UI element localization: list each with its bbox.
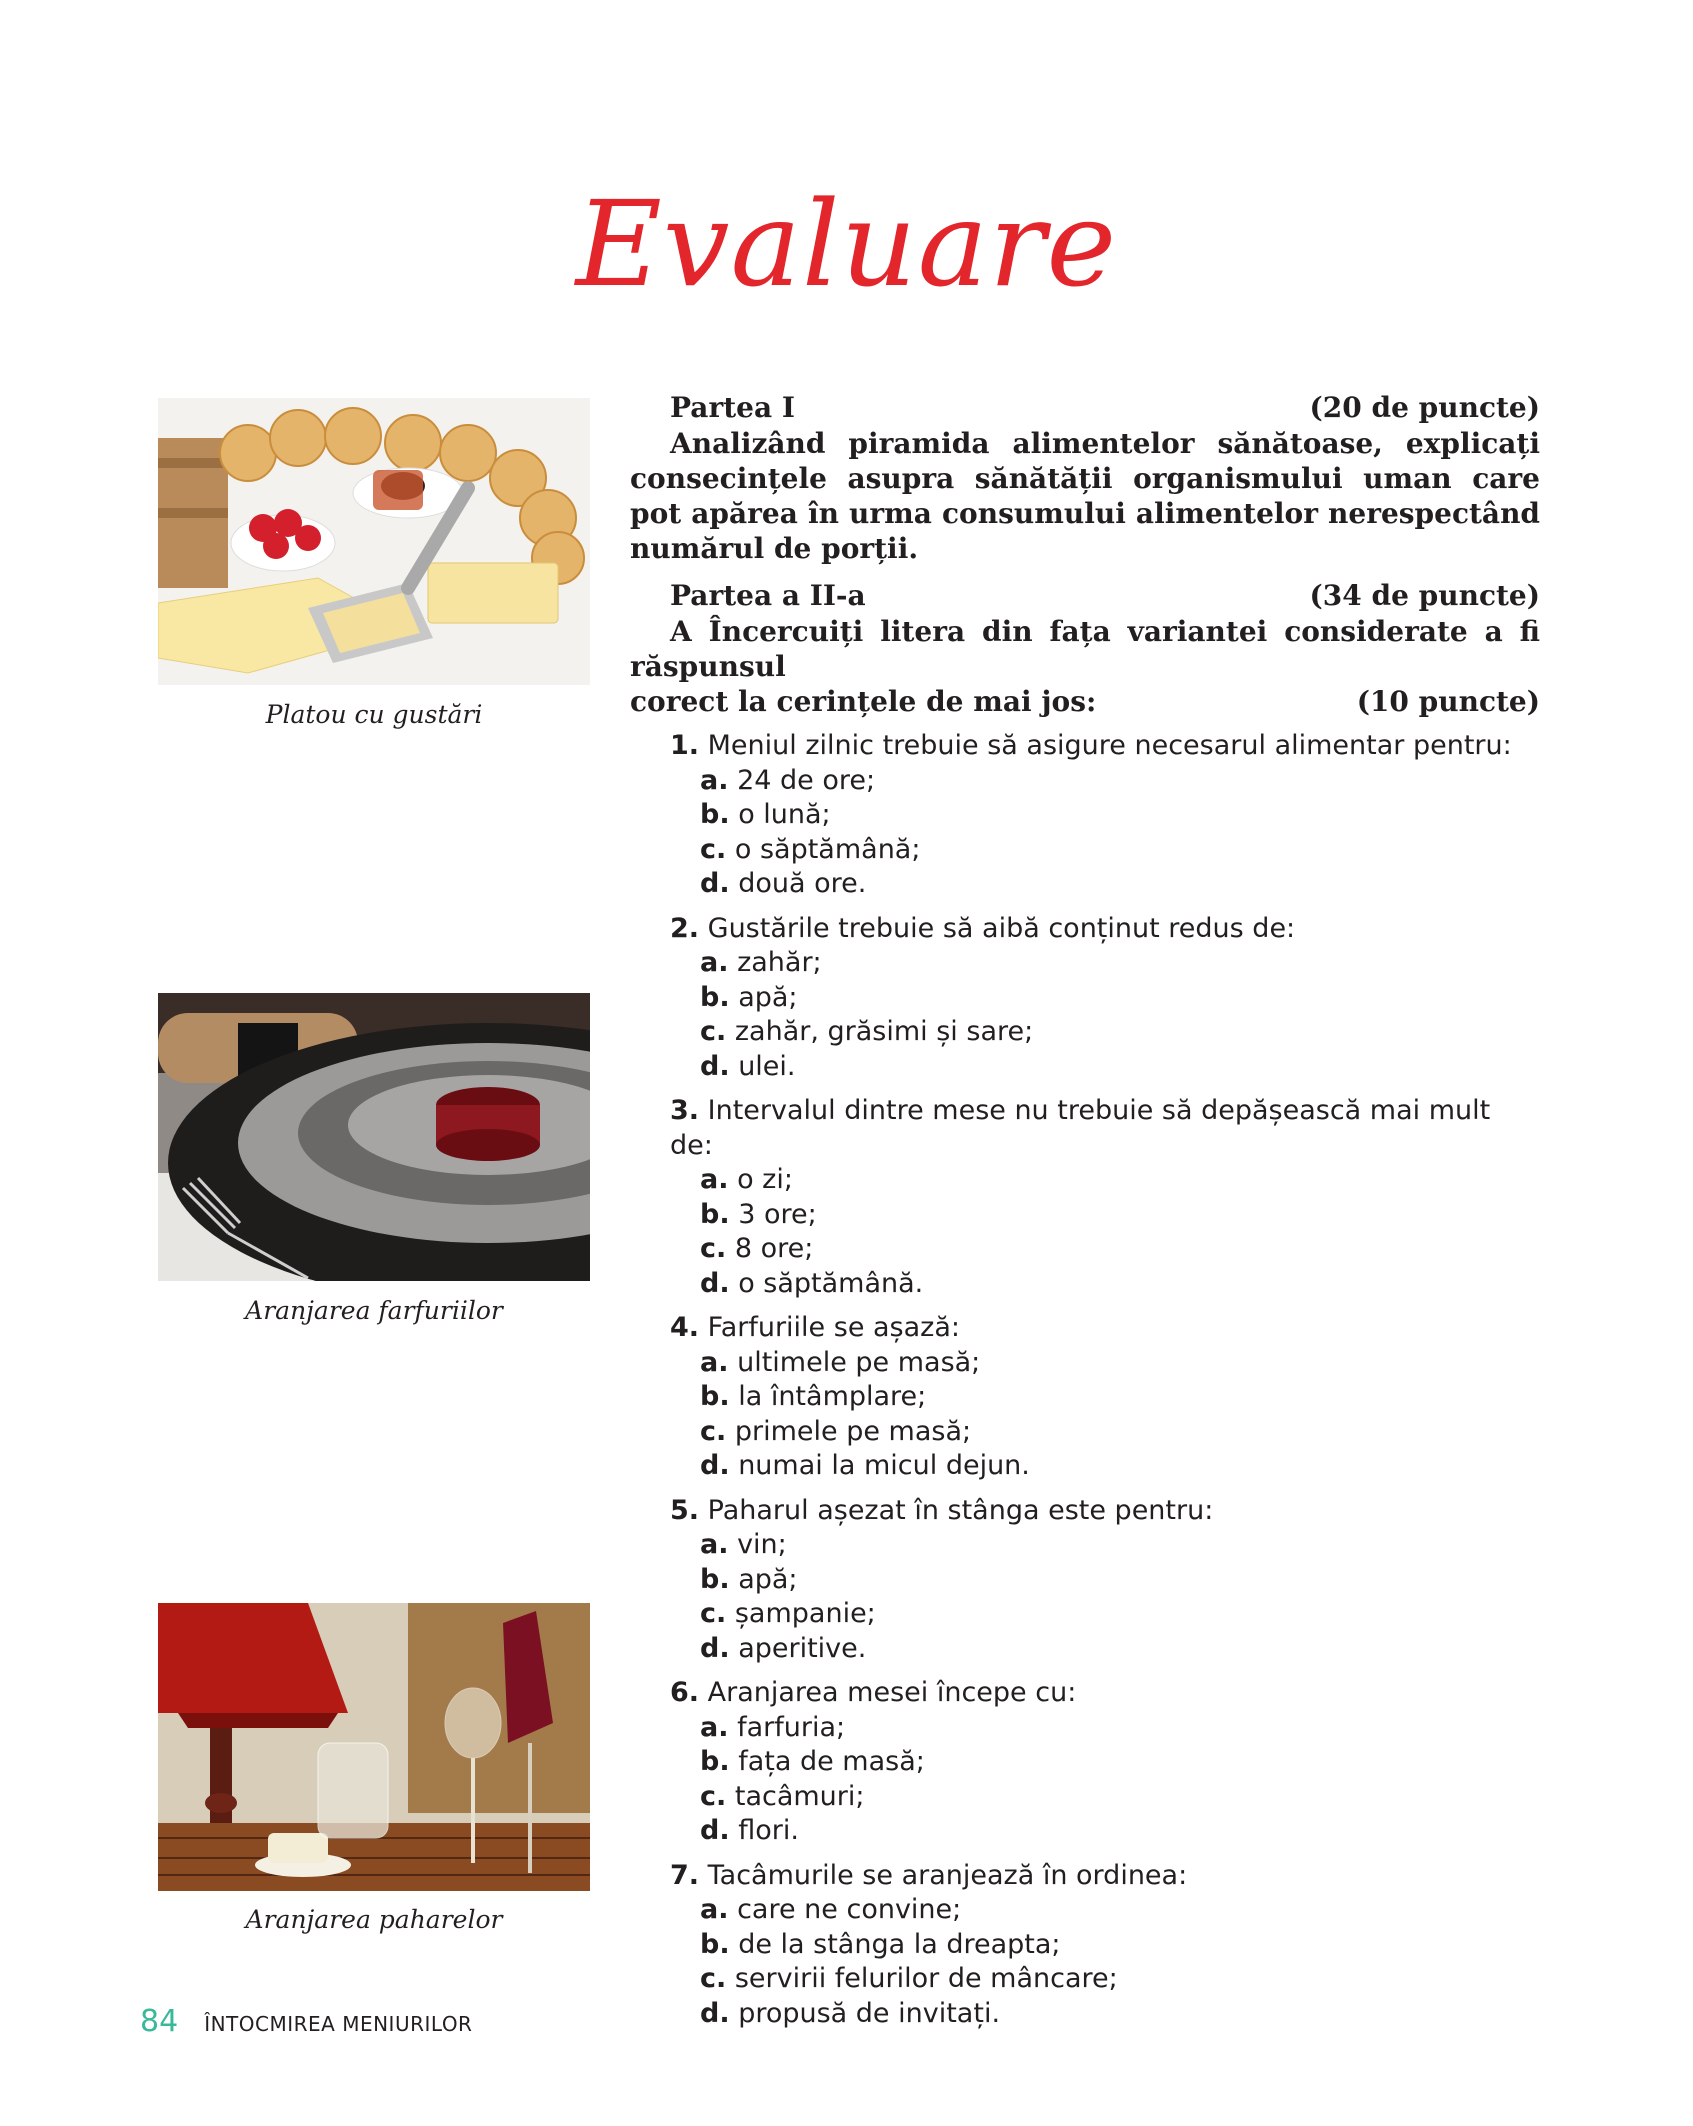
option-letter: b. <box>700 799 730 830</box>
question-number: 6. <box>670 1677 700 1708</box>
option-letter: a. <box>700 1346 729 1378</box>
answer-option[interactable] <box>670 1050 1540 1085</box>
part1-label: Partea I <box>670 391 795 424</box>
option-letter: b. <box>700 1381 730 1412</box>
answer-option[interactable] <box>670 1632 1540 1667</box>
option-text: propusă de invitați. <box>738 1997 1001 2029</box>
part2-section-a-end <box>630 684 1540 719</box>
question-list <box>630 729 1540 2031</box>
answer-option[interactable] <box>670 1563 1540 1598</box>
option-text: servirii felurilor de mâncare; <box>734 1963 1118 1994</box>
part2-section-a-points: (10 puncte) <box>1356 685 1540 718</box>
option-text: aperitive. <box>738 1632 867 1664</box>
option-letter: d. <box>700 1997 730 2029</box>
question-number: 5. <box>670 1494 700 1526</box>
answer-option[interactable] <box>670 1015 1540 1050</box>
answer-option[interactable] <box>670 1711 1540 1746</box>
running-header: ÎNTOCMIREA MENIURILOR <box>204 2012 473 2036</box>
answer-option[interactable] <box>670 798 1540 833</box>
page-number: 84 <box>140 2004 179 2039</box>
option-letter: d. <box>700 1050 730 1082</box>
question-stem <box>670 912 1540 947</box>
answer-option[interactable] <box>670 1745 1540 1780</box>
question-text: Paharul așezat în stânga este pentru: <box>707 1494 1214 1526</box>
answer-option[interactable] <box>670 1449 1540 1484</box>
answer-option[interactable] <box>670 981 1540 1016</box>
page-title: Evaluare <box>575 175 1118 313</box>
question-stem <box>670 1094 1540 1163</box>
part1-points: (20 de puncte) <box>1309 391 1540 424</box>
answer-option[interactable] <box>670 1780 1540 1815</box>
answer-option[interactable] <box>670 1267 1540 1302</box>
question-text: Farfuriile se așază: <box>707 1312 960 1343</box>
glasses-photo <box>158 1603 590 1891</box>
question-item <box>670 1311 1540 1484</box>
question-stem <box>670 1676 1540 1711</box>
option-text: ultimele pe masă; <box>737 1346 981 1378</box>
option-text: zahăr, grăsimi și sare; <box>734 1016 1034 1047</box>
question-item <box>670 1676 1540 1849</box>
question-number: 2. <box>670 912 700 944</box>
part1-text: Analizând piramida alimentelor sănătoase, explicați consecințele asupra sănătății organismului uman care pot apărea în urma consumului alimentelor nerespectând numărul de porții. <box>630 427 1540 565</box>
option-letter: d. <box>700 1450 730 1481</box>
answer-option[interactable] <box>670 1814 1540 1849</box>
option-letter: b. <box>700 981 730 1013</box>
option-text: vin; <box>737 1529 787 1560</box>
question-text: Intervalul dintre mese nu trebuie să depășească mai mult de: <box>670 1095 1491 1161</box>
part2-points: (34 de puncte) <box>1309 579 1540 612</box>
option-text: șampanie; <box>734 1598 876 1629</box>
answer-option[interactable] <box>670 1346 1540 1381</box>
option-letter: b. <box>700 1198 730 1230</box>
part2-heading <box>630 578 1540 614</box>
option-text: 24 de ore; <box>737 764 876 796</box>
option-letter: b. <box>700 1563 730 1595</box>
option-text: o zi; <box>737 1164 793 1195</box>
question-stem <box>670 1859 1540 1894</box>
option-letter: c. <box>700 833 727 865</box>
option-text: numai la micul dejun. <box>738 1450 1030 1481</box>
answer-option[interactable] <box>670 867 1540 902</box>
answer-option[interactable] <box>670 1962 1540 1997</box>
option-text: la întâmplare; <box>738 1381 927 1412</box>
photo-caption: Platou cu gustări <box>265 700 483 729</box>
question-stem <box>670 1311 1540 1346</box>
option-letter: c. <box>700 1963 727 1994</box>
option-letter: c. <box>700 1598 727 1629</box>
question-text: Tacâmurile se aranjează în ordinea: <box>707 1859 1188 1891</box>
page-footer <box>140 2004 472 2039</box>
answer-option[interactable] <box>670 1163 1540 1198</box>
answer-option[interactable] <box>670 1415 1540 1450</box>
question-text: Meniul zilnic trebuie să asigure necesarul alimentar pentru: <box>707 730 1512 761</box>
option-letter: d. <box>700 1632 730 1664</box>
question-number: 7. <box>670 1859 700 1891</box>
question-item <box>670 1859 1540 2032</box>
option-letter: d. <box>700 1267 730 1299</box>
option-text: două ore. <box>738 868 867 899</box>
question-stem <box>670 1494 1540 1529</box>
question-item <box>670 1094 1540 1301</box>
option-letter: a. <box>700 1711 729 1743</box>
question-item <box>670 729 1540 902</box>
option-letter: a. <box>700 1164 729 1195</box>
answer-option[interactable] <box>670 833 1540 868</box>
option-text: o lună; <box>738 799 831 830</box>
part1-heading <box>630 390 1540 426</box>
question-stem <box>670 729 1540 764</box>
option-text: o săptămână; <box>734 833 921 865</box>
option-letter: c. <box>700 1780 727 1812</box>
part2-label: Partea a II-a <box>670 579 866 612</box>
option-text: 3 ore; <box>738 1198 817 1230</box>
part2-section-a-text-end: corect la cerințele de mai jos: <box>630 685 1097 718</box>
question-number: 3. <box>670 1095 700 1126</box>
option-letter: c. <box>700 1233 727 1264</box>
part2-section-a-text: A Încercuiți litera din fața variantei considerate a fi răspunsul <box>630 615 1540 683</box>
option-text: apă; <box>738 981 798 1013</box>
answer-option[interactable] <box>670 1380 1540 1415</box>
answer-option[interactable] <box>670 1997 1540 2032</box>
answer-option[interactable] <box>670 1597 1540 1632</box>
answer-option[interactable] <box>670 1232 1540 1267</box>
option-text: tacâmuri; <box>734 1780 865 1812</box>
answer-option[interactable] <box>670 1928 1540 1963</box>
option-text: 8 ore; <box>734 1233 814 1264</box>
option-letter: d. <box>700 868 730 899</box>
answer-option[interactable] <box>670 1198 1540 1233</box>
answer-option[interactable] <box>670 946 1540 981</box>
option-letter: b. <box>700 1928 730 1960</box>
answer-option[interactable] <box>670 1528 1540 1563</box>
option-letter: a. <box>700 1894 729 1925</box>
photo-caption: Aranjarea farfuriilor <box>245 1296 503 1325</box>
photo-caption: Aranjarea paharelor <box>245 1905 503 1934</box>
option-letter: d. <box>700 1815 730 1846</box>
option-text: primele pe masă; <box>734 1415 972 1447</box>
option-text: ulei. <box>738 1050 796 1082</box>
option-text: flori. <box>738 1815 799 1846</box>
option-letter: c. <box>700 1415 727 1447</box>
option-letter: a. <box>700 764 729 796</box>
option-text: care ne convine; <box>737 1894 962 1925</box>
question-text: Gustările trebuie să aibă conținut redus de: <box>707 912 1296 944</box>
question-item <box>670 912 1540 1085</box>
appetizer-platter-photo <box>158 398 590 685</box>
option-text: de la stânga la dreapta; <box>738 1928 1061 1960</box>
answer-option[interactable] <box>670 764 1540 799</box>
question-text: Aranjarea mesei începe cu: <box>707 1677 1077 1708</box>
option-letter: a. <box>700 947 729 978</box>
option-text: apă; <box>738 1563 798 1595</box>
answer-option[interactable] <box>670 1893 1540 1928</box>
question-item <box>670 1494 1540 1667</box>
option-text: fața de masă; <box>738 1746 925 1777</box>
option-text: zahăr; <box>737 947 822 978</box>
question-number: 1. <box>670 730 700 761</box>
option-text: o săptămână. <box>738 1267 924 1299</box>
option-letter: c. <box>700 1016 727 1047</box>
question-number: 4. <box>670 1312 700 1343</box>
assessment-content <box>630 390 1540 2041</box>
option-letter: b. <box>700 1746 730 1777</box>
option-text: farfuria; <box>737 1711 846 1743</box>
option-letter: a. <box>700 1529 729 1560</box>
plates-photo <box>158 993 590 1281</box>
